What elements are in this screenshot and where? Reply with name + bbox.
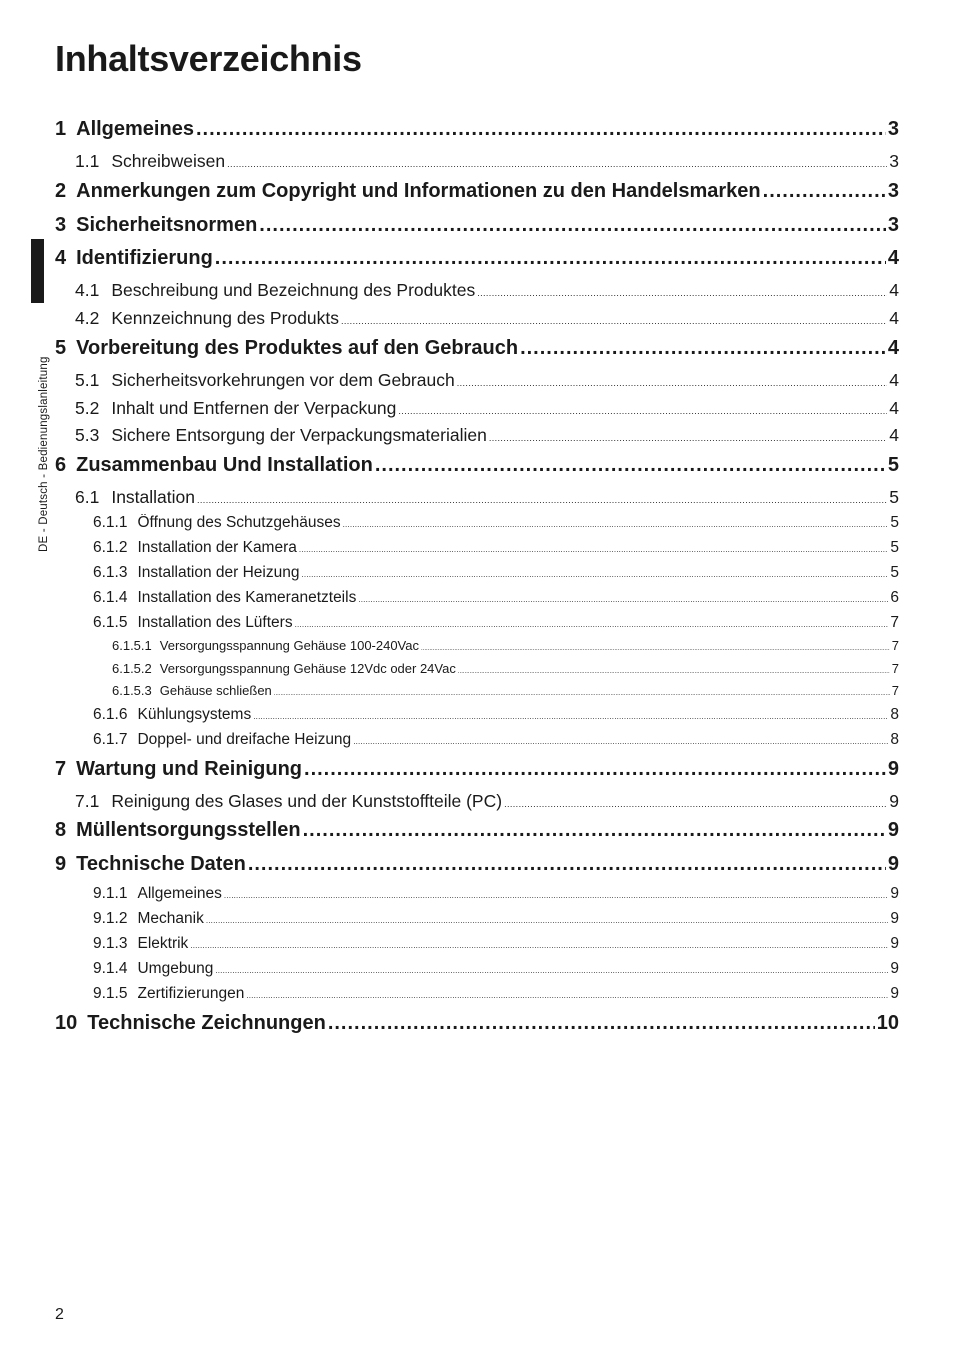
toc-dot-leader — [504, 799, 887, 809]
toc-entry-title: Wartung und Reinigung — [76, 758, 303, 780]
toc-entry-title: Öffnung des Schutzgehäuses — [137, 514, 341, 531]
toc-entry-page: 9 — [890, 910, 899, 927]
toc-entry-title: Schreibweisen — [111, 151, 226, 171]
toc-entry[interactable] — [55, 819, 899, 845]
toc-entry-title: Gehäuse schließen — [159, 683, 272, 698]
toc-entry[interactable] — [93, 731, 899, 751]
toc-entry-title: Elektrik — [137, 935, 189, 952]
toc-entry[interactable] — [93, 910, 899, 930]
toc-entry-title: Sicherheitsnormen — [76, 214, 258, 236]
toc-entry[interactable] — [93, 985, 899, 1005]
toc-entry-title: Kühlungsystems — [137, 706, 252, 723]
toc-entry-page: 7 — [891, 638, 899, 653]
toc-entry-title: Zusammenbau Und Installation — [76, 454, 373, 476]
toc-entry-title: Allgemeines — [137, 885, 222, 902]
toc-entry-page: 9 — [890, 885, 899, 902]
toc-entry-title: Allgemeines — [76, 118, 194, 140]
toc-entry-page: 5 — [887, 454, 899, 476]
toc-entry-page: 9 — [887, 853, 899, 875]
toc-entry-page: 4 — [887, 337, 899, 359]
toc-entry-page: 4 — [889, 370, 899, 390]
toc-entry-number: 7.1 — [75, 791, 100, 811]
toc-entry[interactable] — [93, 960, 899, 980]
toc-entry-title: Versorgungsspannung Gehäuse 100-240Vac — [159, 638, 419, 653]
toc-entry-number: 5 — [55, 337, 67, 359]
toc-entry-page: 3 — [889, 151, 899, 171]
toc-entry[interactable] — [55, 1012, 899, 1038]
side-language-label: DE - Deutsch - Bedienungslanleitung — [38, 356, 50, 552]
toc-dot-leader — [343, 520, 889, 529]
toc-entry[interactable] — [93, 589, 899, 609]
page-title: Inhaltsverzeichnis — [55, 38, 362, 79]
toc-entry-title: Installation der Kamera — [137, 539, 297, 556]
toc-entry-page: 9 — [887, 819, 899, 841]
toc-entry-title: Technische Zeichnungen — [87, 1012, 326, 1034]
toc-entry-title: Sichere Entsorgung der Verpackungsmaterialien — [111, 425, 487, 445]
toc-dot-leader — [299, 545, 889, 554]
toc-entry-number: 6.1.2 — [93, 539, 128, 556]
toc-entry-number: 1.1 — [75, 151, 100, 171]
toc-entry[interactable] — [55, 180, 899, 206]
toc-entry-page: 10 — [876, 1012, 899, 1034]
toc-dot-leader — [477, 288, 887, 298]
toc-entry-title: Identifizierung — [76, 247, 213, 269]
toc-entry-number: 4 — [55, 247, 67, 269]
toc-entry[interactable] — [112, 683, 899, 700]
toc-entry-page: 3 — [887, 180, 899, 202]
toc-entry-number: 8 — [55, 819, 67, 841]
toc-entry-number: 6.1.5.2 — [112, 661, 152, 676]
toc-entry-page: 7 — [891, 683, 899, 698]
toc-dot-leader — [358, 595, 888, 604]
toc-entry-title: Anmerkungen zum Copyright und Informationen zu den Handelsmarken — [76, 180, 761, 202]
toc-entry-number: 6.1.5.1 — [112, 638, 152, 653]
toc-entry-title: Sicherheitsvorkehrungen vor dem Gebrauch — [111, 370, 455, 390]
section-marker-bar — [31, 239, 44, 303]
toc-entry-page: 7 — [891, 661, 899, 676]
toc-entry-number: 9.1.1 — [93, 885, 128, 902]
toc-dot-leader — [303, 819, 886, 842]
toc-entry-title: Doppel- und dreifache Heizung — [137, 731, 352, 748]
toc-entry-page: 9 — [890, 935, 899, 952]
toc-dot-leader — [458, 669, 890, 675]
toc-dot-leader — [246, 991, 888, 1000]
toc-entry[interactable] — [93, 539, 899, 559]
toc-entry-number: 6.1.5.3 — [112, 683, 152, 698]
toc-entry[interactable] — [55, 118, 899, 144]
toc-dot-leader — [227, 159, 887, 169]
toc-entry[interactable] — [112, 661, 899, 678]
toc-entry[interactable] — [55, 454, 899, 480]
toc-entry-page: 5 — [890, 564, 899, 581]
toc-entry[interactable] — [75, 370, 899, 393]
toc-entry-page: 4 — [889, 398, 899, 418]
toc-entry-title: Installation der Heizung — [137, 564, 300, 581]
toc-entry[interactable] — [55, 337, 899, 363]
toc-entry-number: 9 — [55, 853, 67, 875]
toc-entry-page: 8 — [890, 731, 899, 748]
toc-entry-title: Zertifizierungen — [137, 985, 245, 1002]
toc-dot-leader — [301, 570, 888, 579]
toc-entry[interactable] — [93, 706, 899, 726]
toc-dot-leader — [328, 1012, 875, 1035]
toc-entry-number: 5.1 — [75, 370, 100, 390]
toc-entry-number: 6.1.4 — [93, 589, 128, 606]
page-number: 2 — [55, 1306, 64, 1323]
toc-entry-title: Installation — [111, 487, 195, 507]
toc-dot-leader — [353, 737, 888, 746]
toc-entry-number: 6.1.1 — [93, 514, 128, 531]
toc-entry[interactable] — [93, 885, 899, 905]
toc-entry[interactable] — [93, 614, 899, 634]
toc-entry-page: 5 — [890, 514, 899, 531]
toc-dot-leader — [457, 378, 888, 388]
toc-dot-leader — [489, 433, 887, 443]
toc-entry-page: 4 — [889, 425, 899, 445]
toc-entry-number: 2 — [55, 180, 67, 202]
toc-dot-leader — [763, 180, 886, 203]
toc-entry-number: 5.2 — [75, 398, 100, 418]
toc-entry-page: 9 — [887, 758, 899, 780]
toc-entry-number: 9.1.3 — [93, 935, 128, 952]
toc-entry-title: Reinigung des Glases und der Kunststoffteile (PC) — [111, 791, 503, 811]
toc-entry[interactable] — [93, 935, 899, 955]
toc-entry-number: 9.1.4 — [93, 960, 128, 977]
toc-dot-leader — [421, 646, 890, 652]
toc-entry-page: 3 — [887, 118, 899, 140]
toc-entry-number: 9.1.5 — [93, 985, 128, 1002]
toc-entry-title: Vorbereitung des Produktes auf den Gebrauch — [76, 337, 519, 359]
toc-dot-leader — [215, 966, 888, 975]
toc-entry-number: 10 — [55, 1012, 78, 1034]
toc-entry-number: 7 — [55, 758, 67, 780]
toc-dot-leader — [398, 406, 887, 416]
toc-entry-number: 6.1.3 — [93, 564, 128, 581]
toc-entry[interactable] — [75, 425, 899, 448]
toc-dot-leader — [248, 853, 886, 876]
toc-dot-leader — [304, 758, 886, 781]
toc-entry[interactable] — [55, 758, 899, 784]
toc-entry-title: Installation des Lüfters — [137, 614, 293, 631]
toc-entry[interactable] — [112, 638, 899, 655]
toc-entry[interactable] — [75, 487, 899, 510]
toc-entry[interactable] — [75, 398, 899, 421]
toc-entry-number: 5.3 — [75, 425, 100, 445]
toc-entry-title: Kennzeichnung des Produkts — [111, 308, 339, 328]
toc-entry-title: Mechanik — [137, 910, 204, 927]
toc-entry-number: 6.1.7 — [93, 731, 128, 748]
toc-entry[interactable] — [93, 564, 899, 584]
toc-entry-page: 9 — [890, 985, 899, 1002]
toc-entry-title: Inhalt und Entfernen der Verpackung — [111, 398, 397, 418]
toc-entry-page: 4 — [889, 308, 899, 328]
toc-entry-title: Installation des Kameranetzteils — [137, 589, 357, 606]
toc-entry-number: 1 — [55, 118, 67, 140]
toc-entry[interactable] — [55, 247, 899, 273]
toc-dot-leader — [274, 691, 890, 697]
toc-entry-page: 5 — [890, 539, 899, 556]
toc-entry[interactable] — [75, 151, 899, 174]
toc-dot-leader — [295, 620, 889, 629]
toc-entry[interactable] — [55, 214, 899, 240]
toc-entry-number: 6.1 — [75, 487, 100, 507]
toc-entry-page: 4 — [887, 247, 899, 269]
toc-entry-page: 9 — [889, 791, 899, 811]
toc-dot-leader — [253, 712, 888, 721]
toc-dot-leader — [196, 118, 886, 141]
toc-entry-page: 6 — [890, 589, 899, 606]
toc-entry-number: 6.1.6 — [93, 706, 128, 723]
toc-entry-number: 4.1 — [75, 280, 100, 300]
toc-entry[interactable] — [75, 308, 899, 331]
toc-entry[interactable] — [55, 853, 899, 879]
toc-entry-page: 9 — [890, 960, 899, 977]
toc-dot-leader — [520, 337, 886, 360]
toc-entry[interactable] — [75, 791, 899, 814]
toc-entry-number: 3 — [55, 214, 67, 236]
toc-dot-leader — [224, 891, 888, 900]
toc-entry-number: 4.2 — [75, 308, 100, 328]
toc-dot-leader — [197, 495, 887, 505]
toc-dot-leader — [215, 247, 886, 270]
toc-entry-title: Versorgungsspannung Gehäuse 12Vdc oder 24Vac — [159, 661, 456, 676]
toc-entry-title: Beschreibung und Bezeichnung des Produktes — [111, 280, 476, 300]
toc-entry-page: 7 — [890, 614, 899, 631]
toc-entry-title: Technische Daten — [76, 853, 246, 875]
toc-entry-page: 3 — [887, 214, 899, 236]
toc-entry-page: 8 — [890, 706, 899, 723]
toc-entry-title: Müllentsorgungsstellen — [76, 819, 301, 841]
toc-dot-leader — [259, 214, 886, 237]
toc-entry[interactable] — [93, 514, 899, 534]
toc-entry-number: 9.1.2 — [93, 910, 128, 927]
toc-dot-leader — [375, 454, 886, 477]
toc-entry-number: 6.1.5 — [93, 614, 128, 631]
toc-dot-leader — [341, 316, 887, 326]
toc-entry[interactable] — [75, 280, 899, 303]
toc-entry-title: Umgebung — [137, 960, 214, 977]
toc-entry-number: 6 — [55, 454, 67, 476]
toc-entry-page: 5 — [889, 487, 899, 507]
toc-dot-leader — [206, 916, 889, 925]
toc-entry-page: 4 — [889, 280, 899, 300]
toc-dot-leader — [190, 941, 888, 950]
